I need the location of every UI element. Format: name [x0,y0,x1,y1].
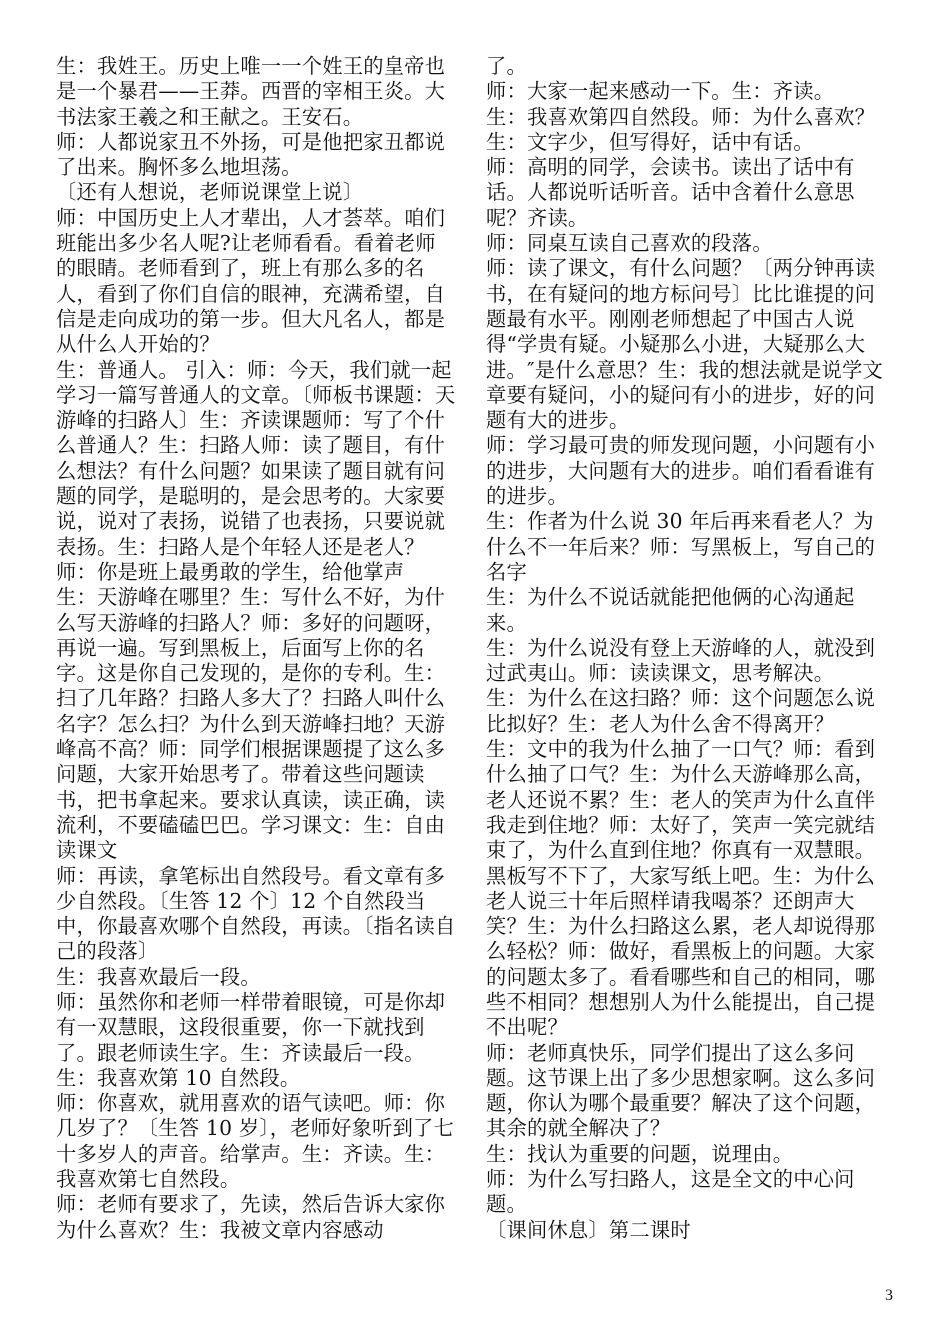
paragraph: 师：虽然你和老师一样带着眼镜，可是你却有一双慧眼，这段很重要，你一下就找到了。跟老师读生字。生：齐读最后一段。生：我喜欢第 10 自然段。 [56,989,446,1090]
paragraph: 师：高明的同学，会读书。读出了话中有话。人都说听话听音。话中含着什么意思呢？齐读。 [486,155,855,230]
paragraph: 师：读了课文，有什么问题？〔两分钟再读书，在有疑问的地方标问号〕比比谁提的问题最有水平。刚刚老师想起了中国古人说得“学贵有疑。小疑那么小进，大疑那么大进。″是什么意思？生：我的想法就是说学文章要有疑问，小的疑问有小的进步，好的问题有大的进步。 [486,256,883,433]
right-column [486,54,886,1243]
paragraph: 生：我喜欢最后一段。 [56,964,261,989]
paragraph: 生：找认为重要的问题，说理由。 [486,1141,794,1166]
paragraph: 师：你喜欢，就用喜欢的语气读吧。师：你几岁了？〔生答 10 岁〕，老师好象听到了七十多岁人的声音。给掌声。生：齐读。生：我喜欢第七自然段。 [56,1091,455,1192]
paragraph: 生：为什么不说话就能把他俩的心沟通起来。 [486,585,855,635]
paragraph: 生：普通人。 引入：师：今天，我们就一起学习一篇写普通人的文章。〔师板书课题：天游峰的扫路人〕生：齐读课题师：写了个什么普通人？生：扫路人师：读了题目，有什么想法？有什么问题？如果读了题目就有问题的同学，是聪明的，是会思考的。大家要说，说对了表扬，说错了也表扬，只要说就表扬。生：扫路人是个年轻人还是老人？ [56,357,456,559]
paragraph: 师：同桌互读自己喜欢的段落。 [486,231,773,256]
paragraph: 师：中国历史上人才辈出，人才荟萃。咱们班能出多少名人呢?让老师看看。看着老师的眼睛。老师看到了，班上有那么多的名人，看到了你们自信的眼神，充满希望，自信是走向成功的第一步。但大凡名人，都是从什么人开始的？ [56,205,446,357]
paragraph: 生：为什么说没有登上天游峰的人，就没到过武夷山。师：读读课文，思考解决。 [486,635,876,686]
paragraph: 〔还有人想说，老师说课堂上说〕 [56,180,364,205]
paragraph: 〔课间休息〕第二课时 [486,1217,691,1242]
paragraph: 师：老师有要求了，先读，然后告诉大家你为什么喜欢？生：我被文章内容感动 [56,1192,446,1242]
paragraph: 生：文字少，但写得好，话中有话。 [486,129,814,154]
paragraph: 生：作者为什么说 30 年后再来看老人？为什么不一年后来？师：写黑板上，写自己的名字 [486,509,876,584]
paragraph: 师：再读，拿笔标出自然段号。看文章有多少自然段。〔生答 12 个〕12 个自然段当中，你最喜欢哪个自然段，再读。〔指名读自己的段落〕 [56,863,456,964]
paragraph: 生：我喜欢第四自然段。师：为什么喜欢？ [486,104,876,129]
paragraph: 师：老师真快乐，同学们提出了这么多问题。这节课上出了多少思想家啊。这么多问题，你认为哪个最重要？解决了这个问题，其余的就全解决了？ [486,1040,876,1141]
paragraph: 师：为什么写扫路人，这是全文的中心问题。 [486,1167,855,1217]
paragraph: 了。 [486,54,527,78]
paragraph: 师：人都说家丑不外扬，可是他把家丑都说了出来。胸怀多么地坦荡。 [56,129,446,180]
paragraph: 生：天游峰在哪里？生：写什么不好，为什么写天游峰的扫路人？师：多好的问题呀，再说一遍。写到黑板上，后面写上你的名字。这是你自己发现的，是你的专利。生：扫了几年路？扫路人多大了？扫路人叫什么名字？怎么扫？为什么到天游峰扫地？天游峰高不高？师：同学们根据课题提了这么多问题，大家开始思考了。带着这些问题读书，把书拿起来。要求认真读，读正确，读流利，不要磕磕巴巴。学习课文：生：自由读课文 [56,585,446,863]
paragraph: 师：你是班上最勇敢的学生，给他掌声 [56,559,405,584]
paragraph: 生：我姓王。历史上唯一一个姓王的皇帝也是一个暴君——王莽。西晋的宰相王炎。大书法家王羲之和王献之。王安石。 [56,54,446,129]
left-column [56,54,456,1243]
page-number: 3 [885,1287,893,1304]
paragraph: 师：学习最可贵的师发现问题，小问题有小的进步，大问题有大的进步。咱们看看谁有的进步。 [486,433,876,509]
paragraph: 生：为什么在这扫路？师：这个问题怎么说比拟好？生：老人为什么舍不得离开？ [486,686,876,736]
paragraph: 师：大家一起来感动一下。生：齐读。 [486,79,835,104]
paragraph: 生：文中的我为什么抽了一口气？师：看到什么抽了口气？生：为什么天游峰那么高，老人还说不累？生：老人的笑声为什么直伴我走到住地？师：太好了，笑声一笑完就结束了，为什么直到住地？你真有一双慧眼。黑板写不下了，大家写纸上吧。生：为什么老人说三十年后照样请我喝茶？还朗声大笑？生：为什么扫路这么累，老人却说得那么轻松？师：做好，看黑板上的问题。大家的问题太多了。看看哪些和自己的相同，哪些不相同？想想别人为什么能提出，自己提不出呢？ [486,737,876,1040]
